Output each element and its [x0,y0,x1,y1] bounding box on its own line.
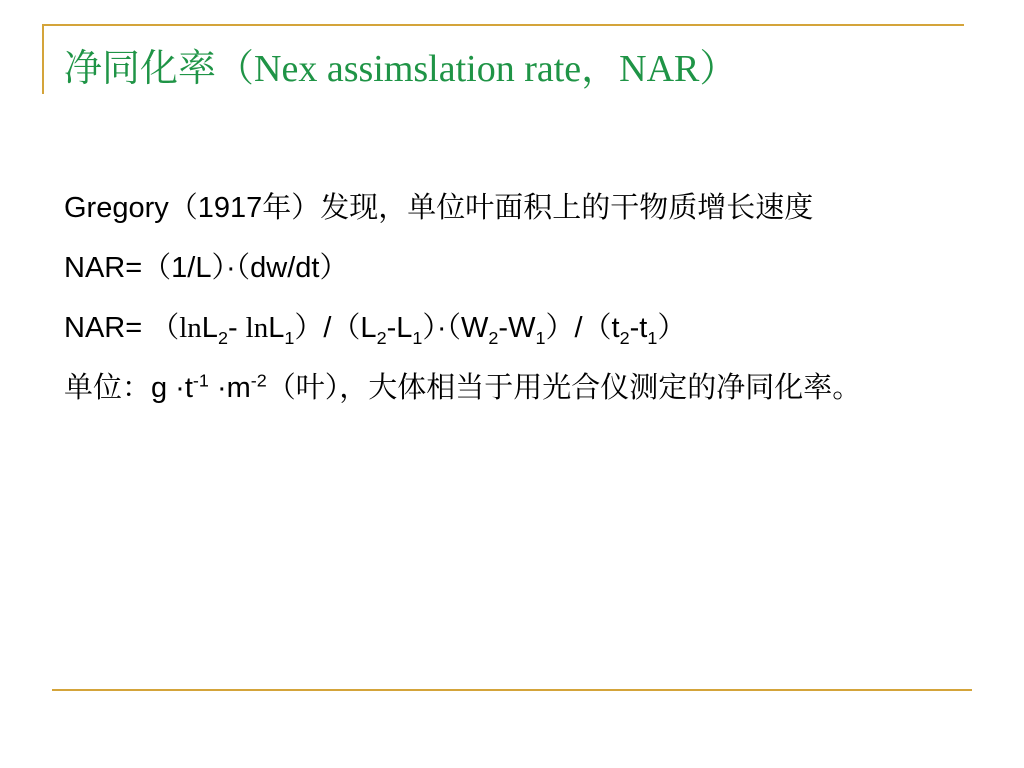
title-chinese: 净同化率（ [64,46,255,90]
formula-subscript: 2 [488,327,499,348]
formula-L-a: L [201,312,218,344]
formula-L-b: L [268,312,285,344]
unit-tail: （叶），大体相当于用光合仪测定的净同化率。 [266,372,862,404]
formula-divide: ）/（ [294,312,361,344]
formula-subscript: 1 [412,327,423,348]
formula-minus: - [629,312,640,344]
formula-W2: W [461,312,489,344]
formula-W1: W [508,312,536,344]
bottom-rule [52,689,972,691]
unit-superscript: -1 [192,370,209,391]
formula-subscript: 2 [376,327,387,348]
formula-t1: t [639,312,648,344]
unit-mid: ·m [208,372,251,404]
formula-minus: - [386,312,397,344]
title-english: Nex assimslation rate，NAR [254,48,700,90]
formula-ln-2: ln [245,312,269,344]
slide-title [64,38,1004,99]
formula-close-paren: ） [657,312,687,344]
paragraph-nar-formula [64,306,964,350]
formula-minus: - [498,312,509,344]
formula-divide: ）/（ [545,312,612,344]
formula-lead: NAR= （ [64,312,180,344]
formula-L2: L [360,312,377,344]
unit-superscript: -2 [250,370,267,391]
paragraph-gregory: Gregory（1917年）发现，单位叶面积上的干物质增长速度 [64,192,814,224]
unit-lead: 单位：g ·t [64,372,193,404]
formula-subscript: 2 [217,327,228,348]
title-top-rule [42,24,964,26]
formula-t2: t [611,312,620,344]
formula-subscript: 1 [535,327,546,348]
formula-L1: L [396,312,413,344]
formula-subscript: 1 [284,327,295,348]
formula-ln-1: ln [179,312,202,344]
paragraph-nar-definition: NAR=（1/L）·（dw/dt） [64,252,349,284]
slide-body [64,186,964,426]
formula-subscript: 2 [619,327,630,348]
title-left-rule [42,24,44,94]
formula-multiply: ）·（ [422,312,462,344]
title-close-paren: ） [699,46,738,90]
formula-minus: - [227,312,246,344]
paragraph-unit [64,366,964,410]
formula-subscript: 1 [647,327,658,348]
